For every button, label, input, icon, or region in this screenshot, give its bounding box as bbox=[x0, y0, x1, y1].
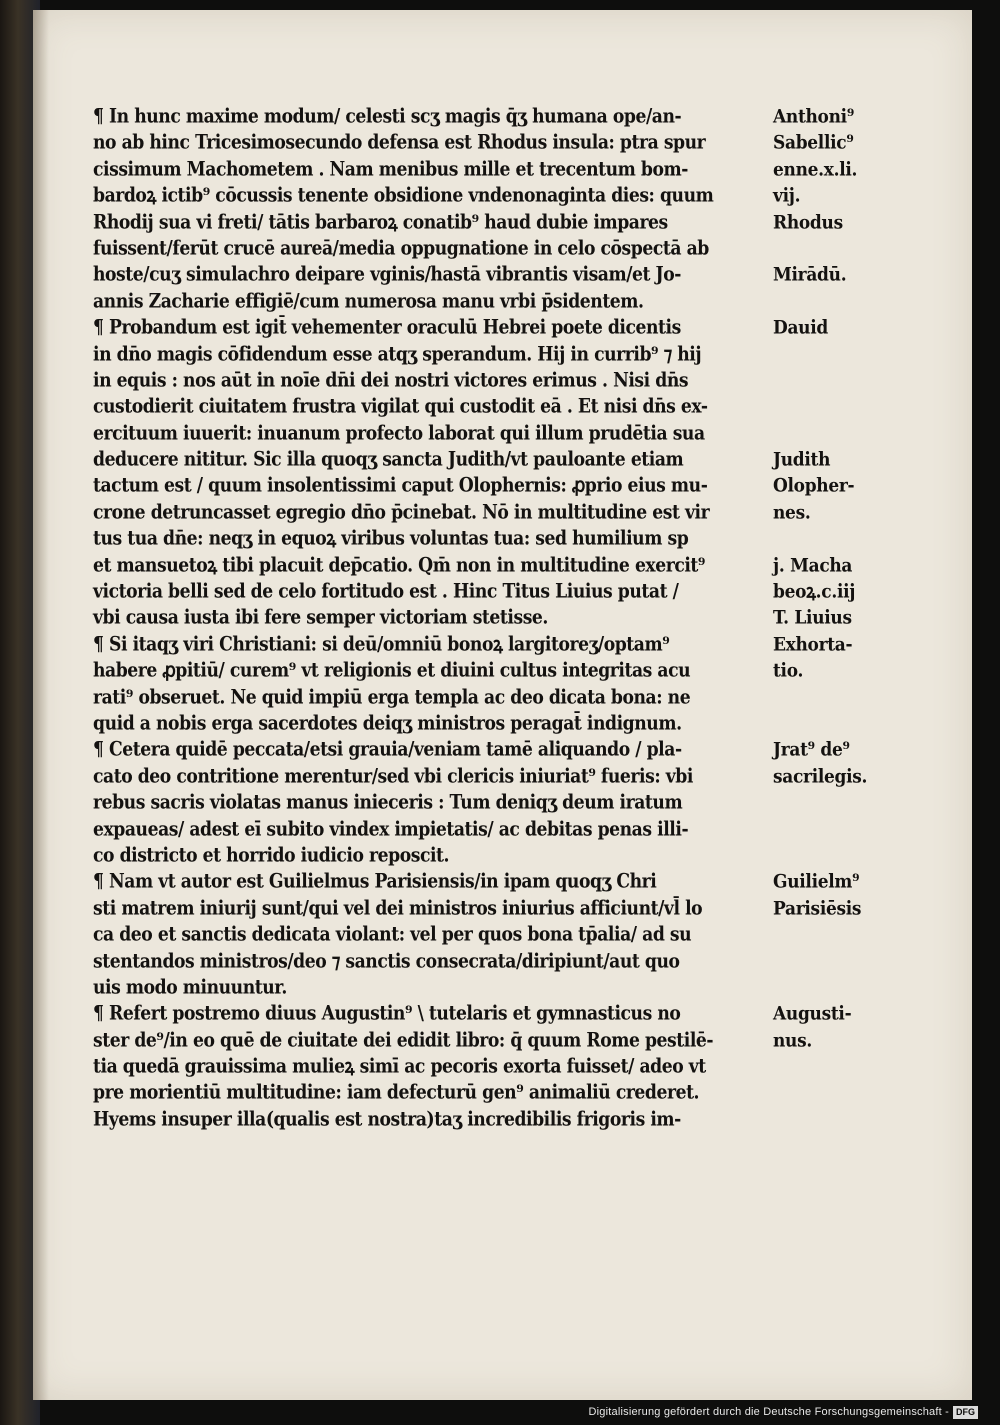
text-line bbox=[93, 500, 963, 526]
marginal-note: vij. bbox=[773, 184, 801, 208]
text-line bbox=[93, 104, 963, 130]
text-line bbox=[93, 1054, 963, 1080]
body-text: in dn̄o magis cōfidendum esse atqʒ sperandum. Hij in currib⁹ ⁊ hij bbox=[93, 343, 702, 366]
marginal-note: Guilielm⁹ bbox=[773, 871, 860, 894]
marginal-note: Exhorta- bbox=[773, 633, 853, 656]
body-text: bardoꝝ ictib⁹ cōcussis tenente obsidione vndenonaginta dies: quum bbox=[93, 184, 714, 208]
text-line bbox=[93, 869, 963, 895]
marginal-note: T. Liuius bbox=[773, 607, 852, 630]
text-line bbox=[93, 553, 963, 579]
text-line bbox=[93, 685, 963, 711]
body-text: vbi causa iusta ibi fere semper victoriam stetisse. bbox=[93, 607, 548, 630]
body-text: pre morientiū multitudine: iam defecturū gen⁹ animaliū crederet. bbox=[93, 1082, 700, 1105]
body-text: deducere nititur. Sic illa quoqʒ sancta Judith/vt pauloante etiam bbox=[93, 448, 684, 472]
body-text: habere ꝓpitiū/ curem⁹ vt religionis et diuini cultus integritas acu bbox=[93, 659, 691, 683]
text-line bbox=[93, 1001, 963, 1027]
body-text: ¶ In hunc maxime modum/ celesti scʒ magis q̄ʒ humana ope/an- bbox=[93, 105, 682, 129]
text-line bbox=[93, 210, 963, 236]
body-text: ercituum iuuerit: inuanum profecto laborat qui illum prudētia sua bbox=[93, 422, 705, 445]
text-line bbox=[93, 315, 963, 341]
text-line bbox=[93, 130, 963, 156]
text-line bbox=[93, 447, 963, 473]
marginal-note: Rhodus bbox=[773, 211, 843, 234]
text-line bbox=[93, 289, 963, 315]
text-line bbox=[93, 632, 963, 658]
text-line bbox=[93, 975, 963, 1001]
text-line bbox=[93, 737, 963, 763]
marginal-note: Sabellic⁹ bbox=[773, 132, 854, 155]
body-text: annis Zacharie effigiē/cum numerosa manu vrbi p̄sidentem. bbox=[93, 290, 644, 313]
text-line bbox=[93, 236, 963, 262]
body-text: crone detruncasset egregio dn̄o p̄cinebat. Nō in multitudine est vir bbox=[93, 501, 710, 525]
body-text: rati⁹ obseruet. Ne quid impiū erga templa ac deo dicata bona: ne bbox=[93, 686, 691, 709]
text-line bbox=[93, 896, 963, 922]
body-text: no ab hinc Tricesimosecundo defensa est Rhodus insula: ptra spur bbox=[93, 132, 706, 155]
marginal-note: j. Macha bbox=[773, 554, 853, 577]
text-line bbox=[93, 421, 963, 447]
body-text: hoste/cuʒ simulachro deipare vginis/hastā vibrantis visam/et Jo- bbox=[93, 264, 681, 287]
marginal-note: Olopher- bbox=[773, 475, 855, 498]
body-text: ¶ Si itaqʒ viri Christiani: si deū/omniū bonoꝝ largitoreʒ/optam⁹ bbox=[93, 633, 670, 656]
body-text: tia quedā grauissima mulieꝝ simī ac pecoris exorta fuisset/ adeo vt bbox=[93, 1055, 706, 1079]
text-line bbox=[93, 157, 963, 183]
body-text: Rhodij sua vi freti/ tātis barbaroꝝ conatib⁹ haud dubie impares bbox=[93, 211, 668, 234]
body-text: in equis : nos aūt in noīe dn̄i dei nostri victores erimus . Nisi dn̄s bbox=[93, 369, 689, 393]
body-text: ca deo et sanctis dedicata violant: vel per quos bona tp̄alia/ ad su bbox=[93, 923, 692, 947]
body-text: ¶ Nam vt autor est Guilielmus Parisiensis/in ipam quoqʒ Chri bbox=[93, 871, 657, 894]
digitization-footer bbox=[589, 1403, 978, 1421]
marginal-note: beoꝝ.c.iij bbox=[773, 580, 856, 604]
marginal-note: nus. bbox=[773, 1029, 813, 1052]
text-line bbox=[93, 262, 963, 288]
body-text: quid a nobis erga sacerdotes deiqʒ ministros peragat̄ indignum. bbox=[93, 712, 682, 736]
body-text: ¶ Probandum est igit̄ vehementer oraculū Hebrei poete dicentis bbox=[93, 316, 681, 340]
body-text: cato deo contritione merentur/sed vbi clericis iniuriat⁹ fueris: vbi bbox=[93, 765, 693, 788]
body-text: custodierit ciuitatem frustra vigilat qui custodit eā . Et nisi dn̄s ex- bbox=[93, 396, 708, 419]
text-line bbox=[93, 1107, 963, 1133]
body-text: sti matrem iniurij sunt/qui vel dei ministros iniurius afficiunt/vl̄ lo bbox=[93, 897, 703, 920]
text-line bbox=[93, 764, 963, 790]
text-line bbox=[93, 526, 963, 552]
text-line bbox=[93, 790, 963, 816]
text-line bbox=[93, 605, 963, 631]
body-text: fuissent/ferūt crucē aureā/media oppugnatione in celo cōspectā ab bbox=[93, 237, 709, 261]
text-line bbox=[93, 342, 963, 368]
text-line bbox=[93, 579, 963, 605]
marginal-note: Dauid bbox=[773, 316, 828, 340]
text-line bbox=[93, 949, 963, 975]
dfg-logo: DFG bbox=[953, 1406, 978, 1419]
body-text: tus tua dn̄e: neqʒ in equoꝝ viribus voluntas tua: sed humilium sp bbox=[93, 528, 689, 551]
body-text: co districto et horrido iudicio reposcit. bbox=[93, 844, 450, 868]
text-line bbox=[93, 1028, 963, 1054]
text-line bbox=[93, 843, 963, 869]
body-text: ster de⁹/in eo quē de ciuitate dei edidit libro: q̄ quum Rome pestilē- bbox=[93, 1029, 714, 1052]
marginal-note: Mirādū. bbox=[773, 264, 847, 287]
body-text: expaueas/ adest eī subito vindex impietatis/ ac debitas penas illi- bbox=[93, 818, 689, 841]
book-page bbox=[33, 10, 972, 1400]
footer-credit: Digitalisierung gefördert durch die Deutsche Forschungsgemeinschaft - bbox=[588, 1406, 949, 1418]
text-line bbox=[93, 368, 963, 394]
marginal-note: Anthoni⁹ bbox=[773, 105, 854, 129]
text-line bbox=[93, 473, 963, 499]
body-text: victoria belli sed de celo fortitudo est . Hinc Titus Liuius putat / bbox=[93, 580, 679, 604]
text-line bbox=[93, 922, 963, 948]
body-text: ¶ Cetera quidē peccata/etsi grauia/veniam tamē aliquando / pla- bbox=[93, 739, 682, 762]
text-line bbox=[93, 1080, 963, 1106]
body-text: tactum est / quum insolentissimi caput Olophernis: ꝓprio eius mu- bbox=[93, 475, 708, 498]
text-line bbox=[93, 817, 963, 843]
marginal-note: sacrilegis. bbox=[773, 765, 868, 788]
marginal-note: Augusti- bbox=[773, 1003, 852, 1026]
marginal-note: Parisiēsis bbox=[773, 897, 862, 920]
text-line bbox=[93, 183, 963, 209]
text-line bbox=[93, 711, 963, 737]
body-text: cissimum Machometem . Nam menibus mille et trecentum bom- bbox=[93, 158, 688, 181]
marginal-note: enne.x.li. bbox=[773, 158, 858, 181]
body-text: uis modo minuuntur. bbox=[93, 976, 287, 1000]
marginal-note: nes. bbox=[773, 501, 811, 525]
text-line bbox=[93, 394, 963, 420]
body-text: ¶ Refert postremo diuus Augustin⁹ \ tutelaris et gymnasticus no bbox=[93, 1003, 681, 1026]
body-text: et mansuetoꝝ tibi placuit dep̄catio. Qm̄ non in multitudine exercit⁹ bbox=[93, 554, 705, 577]
body-text: rebus sacris violatas manus inieceris : Tum deniqʒ deum iratum bbox=[93, 791, 683, 815]
text-line bbox=[93, 658, 963, 684]
text-block bbox=[93, 104, 963, 1133]
marginal-note: Judith bbox=[773, 448, 831, 472]
body-text: Hyems insuper illa(qualis est nostra)taʒ incredibilis frigoris im- bbox=[93, 1108, 681, 1132]
marginal-note: Jrat⁹ de⁹ bbox=[773, 739, 850, 762]
body-text: stentandos ministros/deo ⁊ sanctis consecrata/diripiunt/aut quo bbox=[93, 950, 680, 973]
marginal-note: tio. bbox=[773, 659, 804, 683]
